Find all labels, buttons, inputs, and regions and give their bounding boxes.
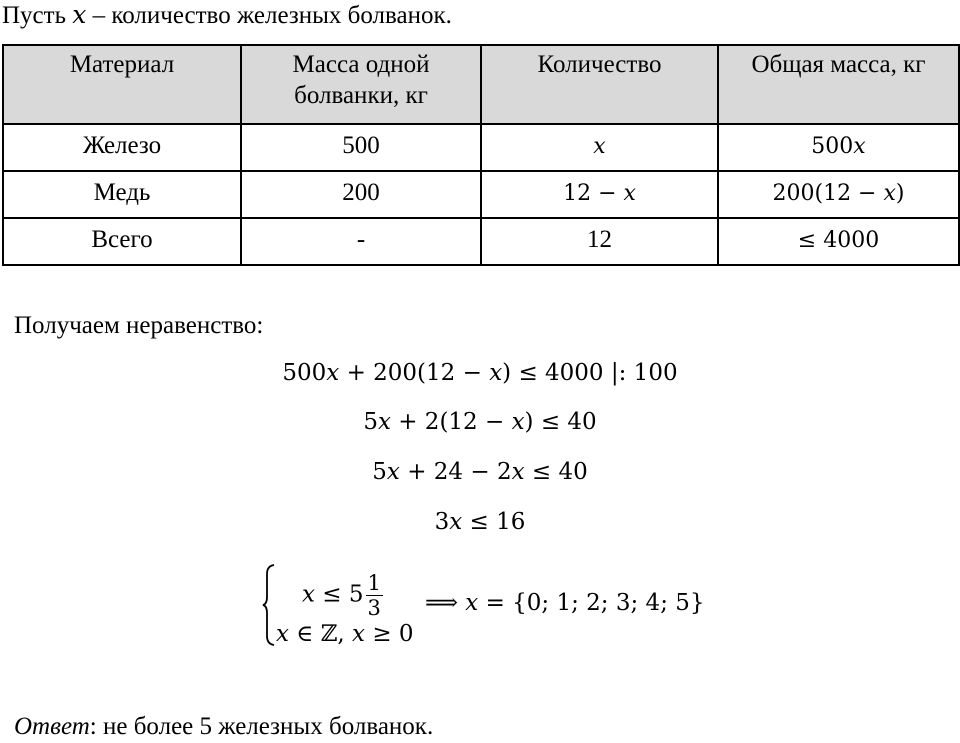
cell-unit-mass: - [241,218,481,265]
intro-suffix: – количество железных болванок. [86,2,452,29]
table-row [3,218,959,265]
system-result: ⟹ 𝑥 = {0; 1; 2; 3; 4; 5} [425,590,705,616]
inequality-heading: Получаем неравенство: [14,312,264,339]
table-header-row [3,45,959,124]
header-material: Материал [3,45,241,124]
answer-text: : не более 5 железных болванок. [89,713,434,740]
answer-label: Ответ [14,713,90,740]
intro-line [2,1,452,30]
equation-4: 3𝑥 ≤ 16 [434,509,526,535]
cell-total-mass: 500𝑥 [718,124,959,171]
table-row [3,171,959,218]
cell-material: Медь [3,171,241,218]
equation-2: 5𝑥 + 2(12 − 𝑥) ≤ 40 [363,409,597,435]
cell-quantity: 𝑥 [481,124,718,171]
intro-prefix: Пусть [2,2,73,29]
header-total-mass: Общая масса, кг [718,45,959,124]
cell-material: Всего [3,218,241,265]
cell-material: Железо [3,124,241,171]
header-unit-mass: Масса одной болванки, кг [241,45,481,124]
inequality-system [262,556,705,656]
system-line-2: 𝑥 ∈ ℤ, 𝑥 ≥ 0 [276,621,414,647]
answer-line [14,713,433,741]
cell-total-mass: ≤ 4000 [718,218,959,265]
intro-variable: x [72,0,87,29]
system-line-1: 𝑥 ≤ 5 $\frac{1}{3}$ [302,571,381,620]
cell-unit-mass: 500 [241,124,481,171]
cell-quantity: 12 − 𝑥 [481,171,718,218]
header-quantity: Количество [481,45,718,124]
table-row [3,124,959,171]
equation-1: 500𝑥 + 200(12 − 𝑥) ≤ 4000 |: 100 [282,360,678,386]
fraction-one-third: $\frac{1}{3}$ [367,571,381,620]
cell-unit-mass: 200 [241,171,481,218]
equation-3: 5𝑥 + 24 − 2𝑥 ≤ 40 [372,459,588,485]
cell-quantity: 12 [481,218,718,265]
mass-table [2,44,960,266]
cell-total-mass: 200(12 − 𝑥) [718,171,959,218]
curly-brace-icon [262,564,276,646]
